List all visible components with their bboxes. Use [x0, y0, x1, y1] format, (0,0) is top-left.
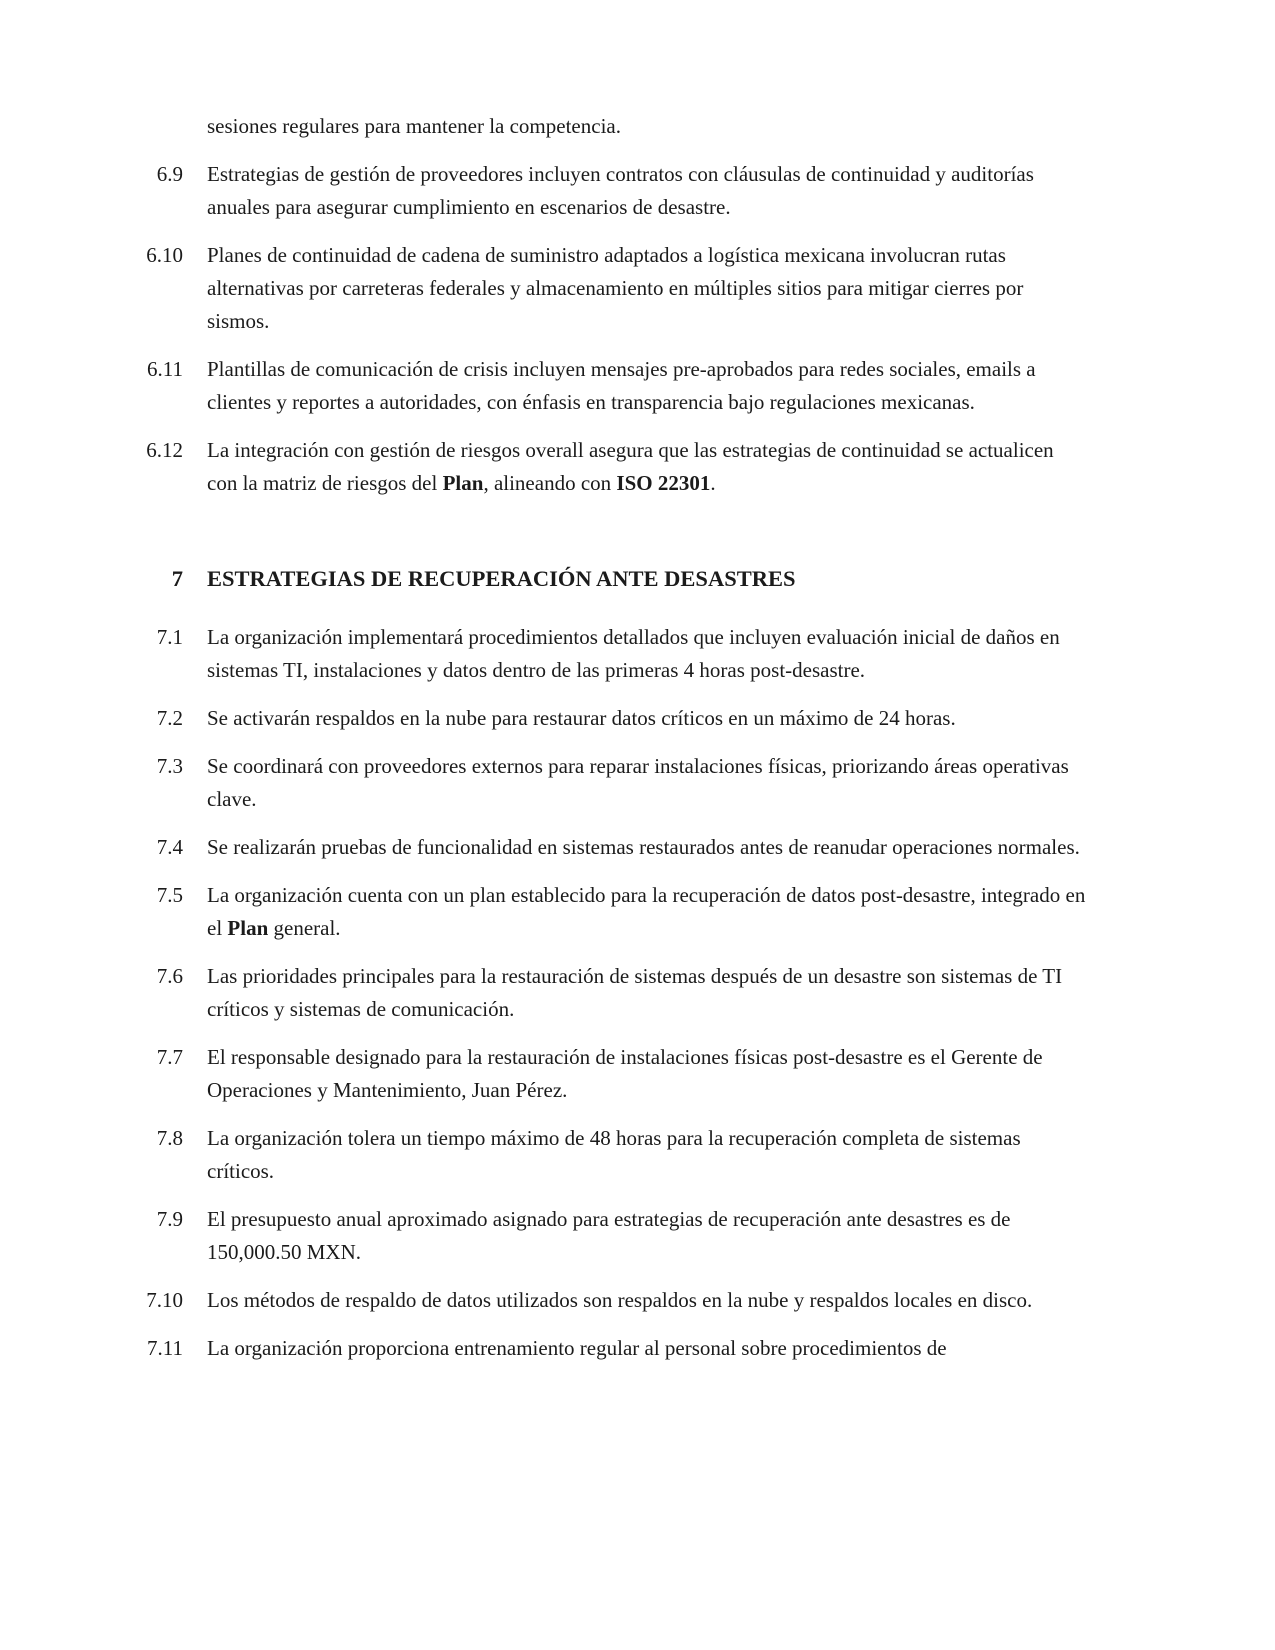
clause-text	[207, 434, 1087, 500]
clause-text	[207, 1041, 1087, 1107]
clause-item	[123, 750, 1087, 816]
clause-text	[207, 158, 1087, 224]
clause-number: 7.5	[156, 883, 183, 907]
text-segment: El presupuesto anual aproximado asignado para estrategias de recuperación ante desastres es de 150,000.50 MXN.	[207, 1207, 1011, 1264]
text-segment: La organización implementará procedimientos detallados que incluyen evaluación inicial de daños en sistemas TI, instalaciones y datos dentro de las primeras 4 horas post-desastre.	[207, 625, 1060, 682]
clause-item	[123, 1041, 1087, 1107]
clause-number: 7.11	[147, 1336, 183, 1360]
clause-item	[123, 621, 1087, 687]
clause-item	[123, 1332, 1087, 1365]
clause-item	[123, 1284, 1087, 1317]
clause-text	[207, 1332, 1087, 1365]
bold-term: Plan	[442, 471, 484, 495]
section-title	[207, 562, 1087, 595]
clause-text	[207, 960, 1087, 1026]
clause-text	[207, 239, 1087, 338]
clause-number: 7.8	[156, 1126, 183, 1150]
text-segment: La organización tolera un tiempo máximo de 48 horas para la recuperación completa de sistemas críticos.	[207, 1126, 1021, 1183]
clause-text	[207, 353, 1087, 419]
text-segment: Estrategias de gestión de proveedores incluyen contratos con cláusulas de continuidad y auditorías anuales para asegurar cumplimiento en escenarios de desastre.	[207, 162, 1034, 219]
clause-number: 6.11	[147, 357, 183, 381]
text-segment: Las prioridades principales para la restauración de sistemas después de un desastre son sistemas de TI críticos y sistemas de comunicación.	[207, 964, 1063, 1021]
clause-item	[123, 1122, 1087, 1188]
clause-list	[123, 158, 1087, 1365]
section-number: 7	[171, 566, 183, 591]
clause-number: 7.2	[156, 706, 183, 730]
clause-number: 7.7	[156, 1045, 183, 1069]
text-segment: .	[710, 471, 716, 495]
clause-number: 7.10	[146, 1288, 183, 1312]
document-content	[123, 110, 1087, 1380]
clause-item	[123, 239, 1087, 338]
clause-text	[207, 879, 1087, 945]
clause-number: 6.12	[146, 438, 183, 462]
clause-item	[123, 879, 1087, 945]
paragraph-continuation: sesiones regulares para mantener la competencia.	[207, 114, 621, 138]
clause-item	[123, 158, 1087, 224]
clause-text	[207, 1203, 1087, 1269]
clause-item	[123, 1203, 1087, 1269]
clause-number: 6.9	[156, 162, 183, 186]
clause-text	[207, 621, 1087, 687]
clause-text	[207, 1284, 1087, 1317]
clause-number: 7.4	[156, 835, 183, 859]
clause-text	[207, 1122, 1087, 1188]
clause-item	[123, 702, 1087, 735]
text-segment: Plantillas de comunicación de crisis incluyen mensajes pre-aprobados para redes sociales, emails a clientes y reportes a autoridades, con énfasis en transparencia bajo regulaciones mexicanas.	[207, 357, 1036, 414]
text-segment: general.	[268, 916, 341, 940]
clause-text	[207, 702, 1087, 735]
text-segment: , alineando con	[483, 471, 617, 495]
text-segment: El responsable designado para la restauración de instalaciones físicas post-desastre es el Gerente de Operaciones y Mantenimiento, Juan Pérez.	[207, 1045, 1043, 1102]
clause-text	[207, 750, 1087, 816]
text-segment: Se realizarán pruebas de funcionalidad en sistemas restaurados antes de reanudar operaciones normales.	[207, 835, 1080, 859]
text-segment: Los métodos de respaldo de datos utilizados son respaldos en la nube y respaldos locales en disco.	[207, 1288, 1033, 1312]
clause-item	[123, 353, 1087, 419]
clause-item	[123, 960, 1087, 1026]
text-segment: Se activarán respaldos en la nube para restaurar datos críticos en un máximo de 24 horas.	[207, 706, 956, 730]
section-heading	[123, 562, 1087, 595]
clause-number: 6.10	[146, 243, 183, 267]
clause-number: 7.3	[156, 754, 183, 778]
clause-number: 7.9	[156, 1207, 183, 1231]
bold-term: ESTRATEGIAS DE RECUPERACIÓN ANTE DESASTRES	[207, 566, 796, 591]
clause-item	[123, 434, 1087, 500]
text-segment: La organización cuenta con un plan establecido para la recuperación de datos post-desastre, integrado en el	[207, 883, 1086, 940]
text-segment: La organización proporciona entrenamiento regular al personal sobre procedimientos de	[207, 1336, 947, 1360]
text-segment: Se coordinará con proveedores externos para reparar instalaciones físicas, priorizando áreas operativas clave.	[207, 754, 1069, 811]
clause-text	[207, 831, 1087, 864]
text-segment: Planes de continuidad de cadena de suministro adaptados a logística mexicana involucran rutas alternativas por carreteras federales y almacenamiento en múltiples sitios para mitigar cierres por sismos.	[207, 243, 1024, 333]
clause-number: 7.6	[156, 964, 183, 988]
bold-term: Plan	[227, 916, 269, 940]
bold-term: ISO 22301	[616, 471, 711, 495]
clause-number: 7.1	[156, 625, 183, 649]
clause-item	[123, 831, 1087, 864]
text-segment: La integración con gestión de riesgos overall asegura que las estrategias de continuidad se actualicen con la matriz de riesgos del	[207, 438, 1054, 495]
